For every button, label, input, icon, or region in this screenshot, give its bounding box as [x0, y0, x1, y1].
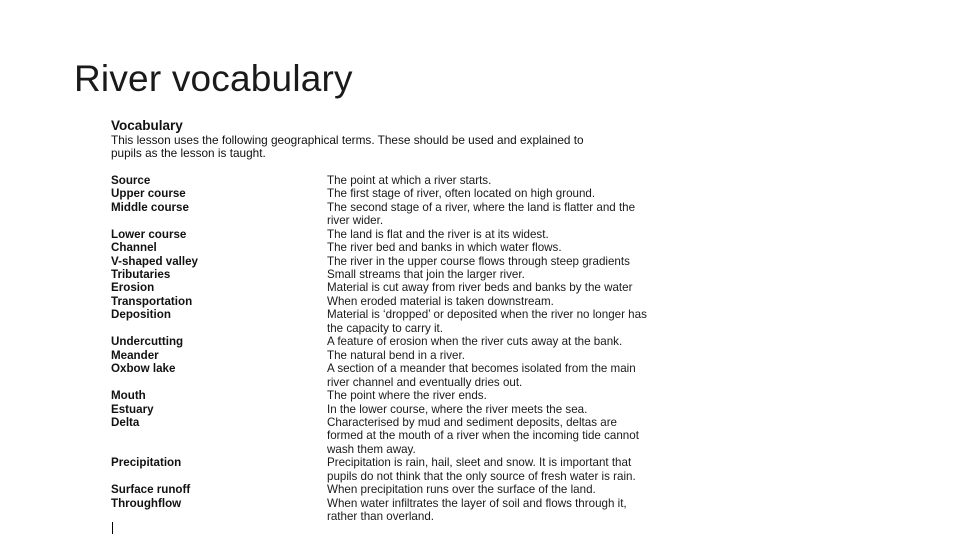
vocabulary-row — [111, 389, 791, 402]
vocabulary-row — [111, 268, 791, 281]
definition-line: When water infiltrates the layer of soil and flows through it, — [327, 496, 627, 510]
definition-line: A section of a meander that becomes isolated from the main — [327, 362, 636, 376]
definition-line: The point at which a river starts. — [327, 173, 492, 187]
vocabulary-term: Estuary — [111, 402, 154, 416]
vocabulary-term: Precipitation — [111, 456, 182, 470]
vocabulary-row — [111, 403, 791, 416]
slide-title: River vocabulary — [74, 58, 353, 99]
vocabulary-definition — [327, 268, 791, 281]
vocabulary-term: Delta — [111, 415, 140, 429]
intro-line: This lesson uses the following geographical terms. These should be used and explained to — [111, 133, 584, 147]
vocabulary-row — [111, 349, 791, 362]
vocabulary-row — [111, 281, 791, 294]
definition-line: river wider. — [327, 214, 384, 228]
vocabulary-term: Deposition — [111, 308, 171, 322]
vocabulary-row — [111, 255, 791, 268]
vocabulary-definition — [327, 497, 791, 524]
vocabulary-row — [111, 335, 791, 348]
definition-line: The river bed and banks in which water flows. — [327, 241, 562, 255]
vocabulary-row — [111, 174, 791, 187]
definition-line: The first stage of river, often located on high ground. — [327, 187, 596, 201]
vocabulary-definition — [327, 389, 791, 402]
definition-line: The natural bend in a river. — [327, 348, 465, 362]
vocabulary-definition — [327, 295, 791, 308]
vocabulary-term: Channel — [111, 241, 157, 255]
vocabulary-row — [111, 483, 791, 496]
vocabulary-term: Tributaries — [111, 267, 171, 281]
definition-line: In the lower course, where the river meets the sea. — [327, 402, 588, 416]
vocabulary-definition — [327, 416, 791, 456]
definition-line: Material is cut away from river beds and banks by the water — [327, 281, 633, 295]
vocabulary-row — [111, 201, 791, 228]
vocabulary-row — [111, 416, 791, 456]
vocabulary-row — [111, 295, 791, 308]
vocabulary-definition — [327, 255, 791, 268]
document-heading: Vocabulary — [111, 118, 183, 133]
vocabulary-definition — [327, 308, 791, 335]
vocabulary-definition — [327, 335, 791, 348]
intro-line: pupils as the lesson is taught. — [111, 146, 266, 161]
vocabulary-term: Source — [111, 173, 151, 187]
vocabulary-definition — [327, 228, 791, 241]
definition-line: A feature of erosion when the river cuts away at the bank. — [327, 335, 623, 349]
vocabulary-term: Transportation — [111, 294, 193, 308]
vocabulary-term: Oxbow lake — [111, 362, 176, 376]
vocabulary-row — [111, 187, 791, 200]
vocabulary-term: Undercutting — [111, 335, 184, 349]
definition-line: Material is ‘dropped’ or deposited when the river no longer has — [327, 308, 647, 322]
vocabulary-term: Meander — [111, 348, 159, 362]
vocabulary-definition — [327, 201, 791, 228]
vocabulary-definition — [327, 456, 791, 483]
definition-line: The river in the upper course flows through steep gradients — [327, 254, 630, 268]
text-cursor — [112, 522, 113, 534]
definition-line: Small streams that join the larger river. — [327, 267, 525, 281]
definition-line: The land is flat and the river is at its widest. — [327, 227, 549, 241]
vocabulary-term: Lower course — [111, 227, 187, 241]
vocabulary-document-image — [111, 117, 791, 524]
definition-line: the capacity to carry it. — [327, 321, 443, 335]
vocabulary-definition — [327, 349, 791, 362]
definition-line: rather than overland. — [327, 510, 434, 524]
vocabulary-row — [111, 228, 791, 241]
definition-line: Characterised by mud and sediment deposits, deltas are — [327, 415, 618, 429]
vocabulary-term: Erosion — [111, 281, 155, 295]
vocabulary-term: Upper course — [111, 187, 186, 201]
definition-line: pupils do not think that the only source of fresh water is rain. — [327, 469, 636, 483]
definition-line: When eroded material is taken downstream. — [327, 294, 554, 308]
vocabulary-row — [111, 456, 791, 483]
vocabulary-definition — [327, 281, 791, 294]
vocabulary-term: Throughflow — [111, 496, 182, 510]
definition-line: wash them away. — [327, 442, 416, 456]
definition-line: river channel and eventually dries out. — [327, 375, 523, 389]
vocabulary-definition — [327, 174, 791, 187]
vocabulary-term: V-shaped valley — [111, 254, 198, 268]
vocabulary-row — [111, 308, 791, 335]
vocabulary-term: Mouth — [111, 389, 146, 403]
definition-line: formed at the mouth of a river when the incoming tide cannot — [327, 429, 639, 443]
vocabulary-definition — [327, 187, 791, 200]
vocabulary-row — [111, 497, 791, 524]
vocabulary-definition — [327, 403, 791, 416]
vocabulary-definition — [327, 241, 791, 254]
vocabulary-definition — [327, 483, 791, 496]
vocabulary-row — [111, 362, 791, 389]
definition-line: The point where the river ends. — [327, 389, 487, 403]
vocabulary-row — [111, 241, 791, 254]
vocabulary-term: Surface runoff — [111, 483, 191, 497]
definition-line: The second stage of a river, where the land is flatter and the — [327, 200, 636, 214]
definition-line: When precipitation runs over the surface of the land. — [327, 483, 596, 497]
definition-line: Precipitation is rain, hail, sleet and snow. It is important that — [327, 456, 632, 470]
vocabulary-list — [111, 174, 791, 524]
vocabulary-term: Middle course — [111, 200, 189, 214]
vocabulary-definition — [327, 362, 791, 389]
